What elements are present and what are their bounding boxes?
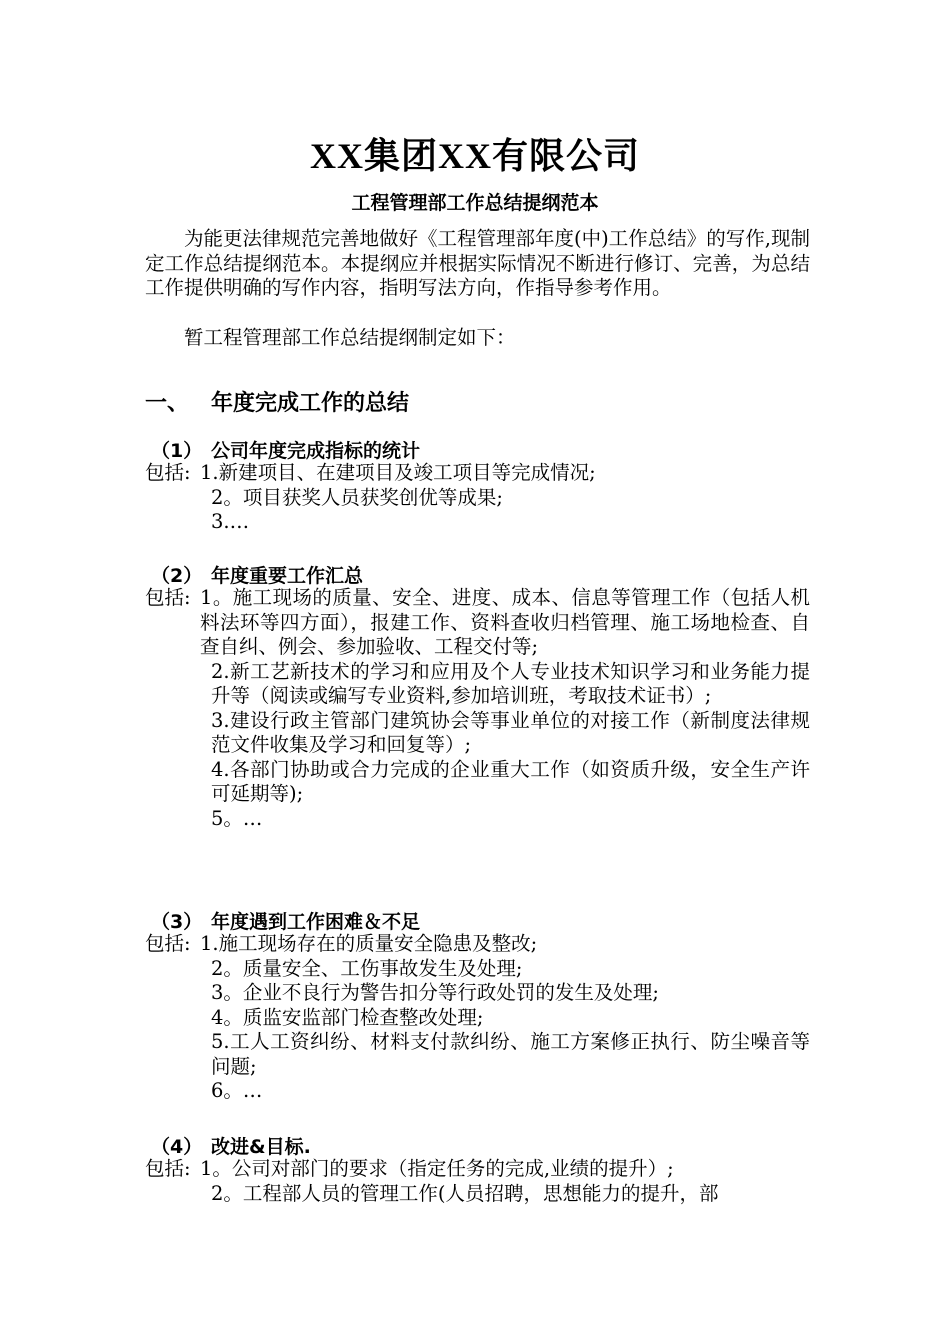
subsection-heading-3 <box>145 907 420 934</box>
section-heading-1 <box>145 386 409 417</box>
subsection-title: 改进&目标. <box>211 1136 311 1158</box>
list-item <box>145 1157 810 1182</box>
subsection-2-list <box>145 586 810 831</box>
subsection-number: （4） <box>151 1136 203 1158</box>
list-item <box>145 586 810 660</box>
list-label: 包括: <box>145 586 191 609</box>
list-item: 3。企业不良行为警告扣分等行政处罚的发生及处理; <box>211 981 659 1004</box>
subsection-3-list <box>145 932 810 1104</box>
section-title: 年度完成工作的总结 <box>211 391 410 416</box>
list-item: 2。质量安全、工伤事故发生及处理; <box>211 956 523 980</box>
list-item-text: 1.施工现场存在的质量安全隐患及整改; <box>200 932 538 955</box>
list-label: 包括: <box>145 1157 191 1180</box>
list-item: 4。质监安监部门检查整改处理; <box>211 1005 484 1029</box>
subsection-title: 公司年度完成指标的统计 <box>211 440 421 462</box>
subsection-number: （2） <box>151 565 203 587</box>
subsection-heading-1 <box>145 436 420 463</box>
list-item: 3.建设行政主管部门建筑协会等事业单位的对接工作（新制度法律规范文件收集及学习和回复等）; <box>211 708 810 756</box>
intro-paragraph-2: 暂工程管理部工作总结提纲制定如下： <box>184 326 516 349</box>
section-number: 一、 <box>145 391 190 416</box>
list-label: 包括: <box>145 461 191 484</box>
list-item: 2。工程部人员的管理工作(人员招聘，思想能力的提升，部 <box>211 1181 719 1205</box>
subsection-number: （3） <box>151 911 203 933</box>
document-title: XX集团XX有限公司 <box>310 136 640 176</box>
list-item-text: 1。公司对部门的要求（指定任务的完成,业绩的提升）; <box>200 1157 674 1180</box>
list-label: 包括: <box>145 932 191 955</box>
list-item: 5.工人工资纠纷、材料支付款纠纷、施工方案修正执行、防尘噪音等问题; <box>211 1030 810 1078</box>
subsection-1-list <box>145 461 810 535</box>
list-item-text: 1.新建项目、在建项目及竣工项目等完成情况; <box>200 461 596 484</box>
subsection-heading-2 <box>145 561 363 588</box>
list-item: 2。项目获奖人员获奖创优等成果; <box>211 485 503 509</box>
list-item <box>145 461 810 486</box>
subsection-number: （1） <box>151 440 203 462</box>
list-item: 6。… <box>211 1079 263 1102</box>
subsection-title: 年度重要工作汇总 <box>211 565 364 587</box>
subsection-title: 年度遇到工作困难＆不足 <box>211 911 421 933</box>
list-item: 4.各部门协助或合力完成的企业重大工作（如资质升级，安全生产许可延期等); <box>211 757 810 805</box>
list-item <box>145 932 810 957</box>
list-item: 2.新工艺新技术的学习和应用及个人专业技术知识学习和业务能力提升等（阅读或编写专业资料,参加培训班，考取技术证书）; <box>211 659 810 707</box>
intro-paragraph: 为能更法律规范完善地做好《工程管理部年度(中)工作总结》的写作,现制定工作总结提纲范本。本提纲应并根据实际情况不断进行修订、完善，为总结工作提供明确的写作内容，指明写法方向，作指导参考作用。 <box>145 227 810 299</box>
document-subtitle: 工程管理部工作总结提纲范本 <box>351 192 599 214</box>
list-item-text: 1。施工现场的质量、安全、进度、成本、信息等管理工作（包括人机料法环等四方面），报建工作、资料查收归档管理、施工场地检查、自查自纠、例会、参加验收、工程交付等; <box>200 586 810 658</box>
list-item: 3.… <box>211 510 250 533</box>
subsection-4-list <box>145 1157 810 1206</box>
list-item: 5。… <box>211 806 263 830</box>
subsection-heading-4 <box>145 1132 311 1159</box>
